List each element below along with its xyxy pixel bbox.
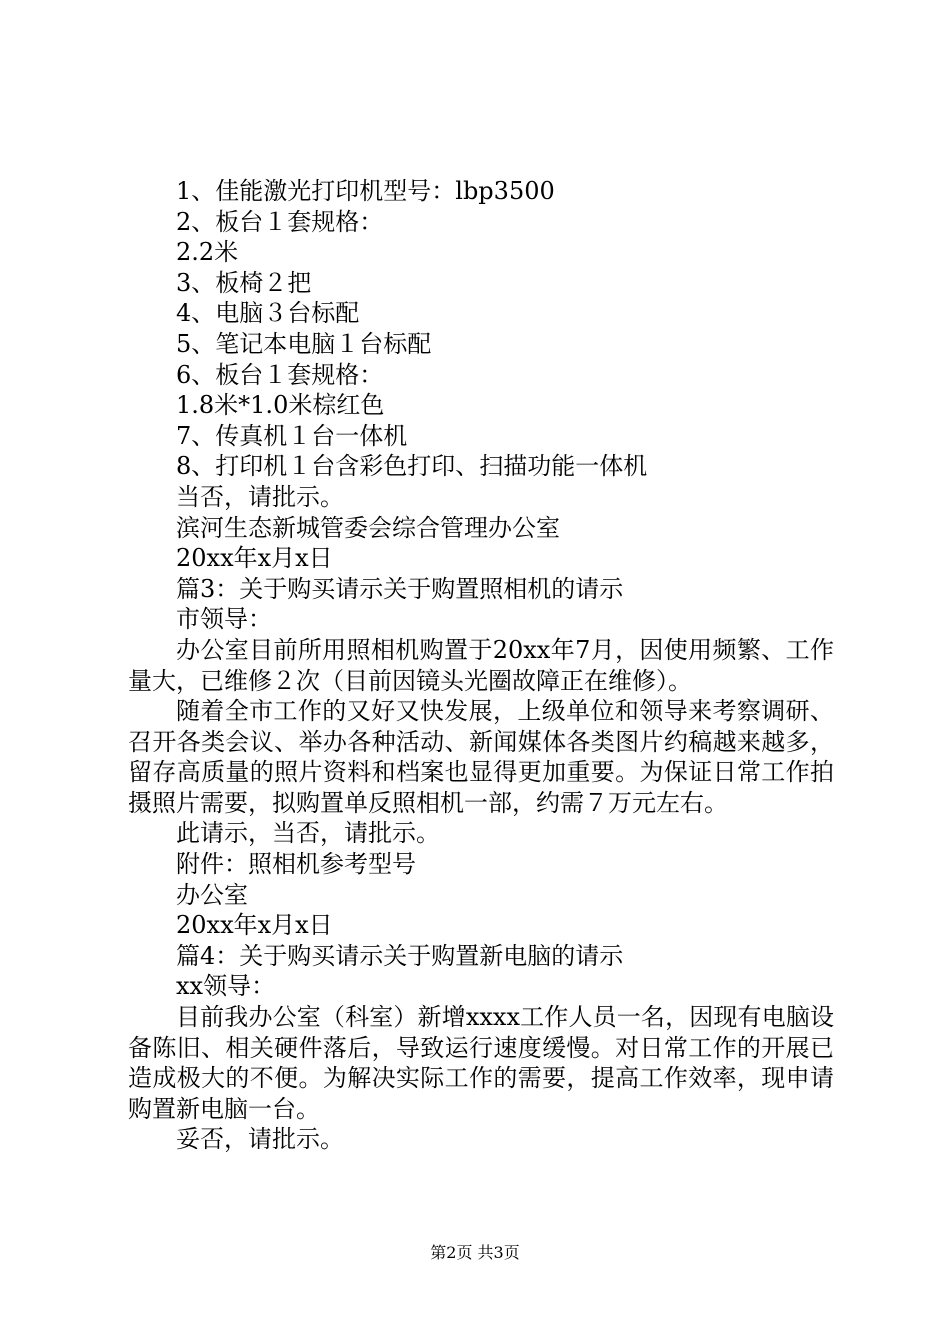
paragraph: 随着全市工作的又好又快发展，上级单位和领导来考察调研、召开各类会议、举办各种活动、新闻媒体各类图片约稿越来越多，留存高质量的照片资料和档案也显得更加重要。为保证日常工作拍摄照片需要，拟购置单反照相机一部，约需７万元左右。 <box>128 697 834 817</box>
text-line: 7、传真机１台一体机 <box>176 421 408 450</box>
section-heading: 篇4：关于购买请示关于购置新电脑的请示 <box>176 941 624 970</box>
salutation: 市领导： <box>176 605 272 634</box>
text-line: 此请示，当否，请批示。 <box>176 819 440 848</box>
text-line: 滨河生态新城管委会综合管理办公室 <box>176 513 560 542</box>
text-line: 办公室 <box>176 880 248 909</box>
text-line: 8、打印机１台含彩色打印、扫描功能一体机 <box>176 452 648 481</box>
document-body <box>128 176 834 1155</box>
text-line: 当否，请批示。 <box>176 482 344 511</box>
paragraph: 办公室目前所用照相机购置于20xx年7月，因使用频繁、工作量大，已维修２次（目前因镜头光圈故障正在维修）。 <box>128 635 834 695</box>
page-footer: 第2页 共3页 <box>430 1243 520 1262</box>
section-heading: 篇3：关于购买请示关于购置照相机的请示 <box>176 574 624 603</box>
text-line: 5、笔记本电脑１台标配 <box>176 329 432 358</box>
text-line: 20xx年x月x日 <box>176 911 333 940</box>
text-line: 6、板台１套规格： <box>176 360 384 389</box>
text-line: 1、佳能激光打印机型号：lbp3500 <box>176 177 555 205</box>
text-line: 2、板台１套规格： <box>176 207 384 236</box>
paragraph: 目前我办公室（科室）新增xxxx工作人员一名，因现有电脑设备陈旧、相关硬件落后，导致运行速度缓慢。对日常工作的开展已造成极大的不便。为解决实际工作的需要，提高工作效率，现申请购置新电脑一台。 <box>128 1003 834 1123</box>
text-line: 附件：照相机参考型号 <box>176 850 416 879</box>
text-line: 20xx年x月x日 <box>176 544 333 573</box>
text-line: 2.2米 <box>176 238 239 267</box>
text-line: 4、电脑３台标配 <box>176 299 360 328</box>
closing-line: 妥否，请批示。 <box>176 1125 344 1154</box>
salutation: xx领导： <box>176 972 276 1001</box>
text-line: 1.8米*1.0米棕红色 <box>176 391 385 420</box>
text-line: 3、板椅２把 <box>176 268 312 297</box>
